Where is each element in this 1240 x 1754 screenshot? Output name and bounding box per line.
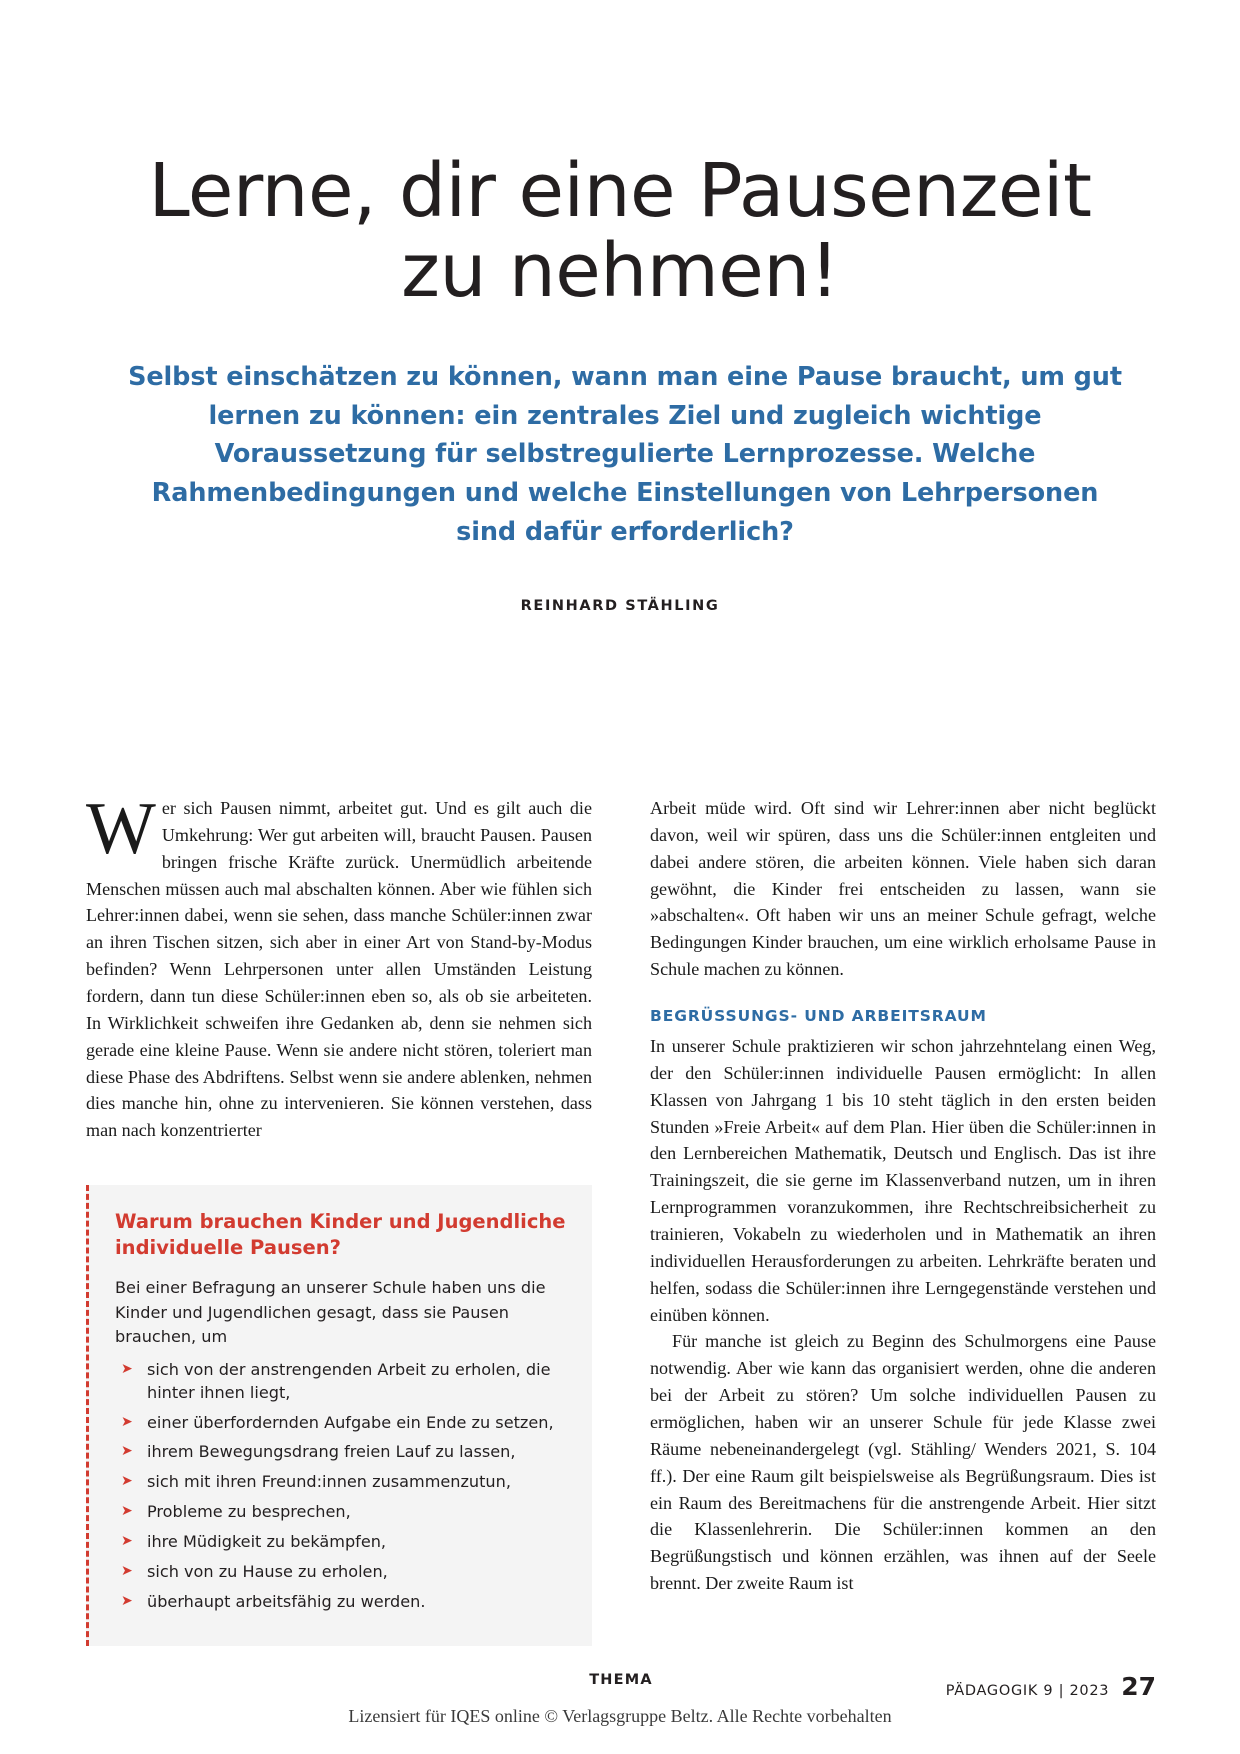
list-item-label: ihre Müdigkeit zu bekämpfen, xyxy=(147,1531,387,1551)
list-item xyxy=(115,1412,566,1435)
arrow-right-icon: ➤ xyxy=(121,1443,133,1460)
footer-right-group xyxy=(946,1672,1156,1701)
list-item-label: einer überfordernden Aufgabe ein Ende zu setzen, xyxy=(147,1412,554,1432)
license-notice: Lizensiert für IQES online © Verlagsgruppe Beltz. Alle Rechte vorbehalten xyxy=(348,1706,892,1726)
callout-heading: Warum brauchen Kinder und Jugendliche individuelle Pausen? xyxy=(115,1210,566,1259)
list-item xyxy=(115,1471,566,1494)
list-item xyxy=(115,1531,566,1554)
page-number: 27 xyxy=(1121,1672,1156,1701)
list-item-label: sich von zu Hause zu erholen, xyxy=(147,1561,388,1581)
list-item-label: ihrem Bewegungsdrang freien Lauf zu lassen, xyxy=(147,1442,516,1462)
arrow-right-icon: ➤ xyxy=(121,1532,133,1549)
article-subtitle: Selbst einschätzen zu können, wann man eine Pause braucht, um gut lernen zu können: ein zentrales Ziel und zugleich wichtige Voraussetzung für selbstregulierte Lernprozesse. Welche Rahmenbedingungen und welche Einstellungen von Lehrpersonen sind dafür erforderlich? xyxy=(128,361,1122,547)
arrow-right-icon: ➤ xyxy=(121,1503,133,1520)
list-item xyxy=(115,1441,566,1464)
list-item xyxy=(115,1591,566,1614)
paragraph-1 xyxy=(86,788,592,1144)
list-item-label: überhaupt arbeitsfähig zu werden. xyxy=(147,1591,426,1611)
list-item xyxy=(115,1561,566,1584)
drop-cap: W xyxy=(86,788,156,870)
column-right xyxy=(650,795,1156,1597)
callout-intro: Bei einer Befragung an unserer Schule haben uns die Kinder und Jugendlichen gesagt, dass sie Pausen brauchen, um xyxy=(115,1278,546,1346)
list-item xyxy=(115,1359,566,1405)
list-item-label: sich mit ihren Freund:innen zusammenzutun, xyxy=(147,1472,511,1492)
paragraph-2: Arbeit müde wird. Oft sind wir Lehrer:innen aber nicht beglückt davon, weil wir spüren, dass uns die Schüler:innen entgleiten und dabei andere stören, die arbeiten können. Viele haben sich daran gewöhnt, die Kinder frei entscheiden zu lassen, wann sie »abschalten«. Oft haben wir uns an meiner Schule gefragt, welche Bedingungen Kinder brauchen, um eine wirklich erholsame Pause in Schule machen zu können. xyxy=(650,798,1156,980)
callout-list xyxy=(115,1359,566,1614)
paragraph-3: In unserer Schule praktizieren wir schon jahrzehntelang einen Weg, der den Schüler:innen individuelle Pausen ermöglicht: In allen Klassen von Jahrgang 1 bis 10 steht täglich in den ersten beiden Stunden »Freie Arbeit« auf dem Plan. Hier üben die Schüler:innen in den Lernbereichen Mathematik, Deutsch und Englisch. Das ist ihre Trainingszeit, die sie gerne im Klassenverband nutzen, um in ihren Lernprogrammen voranzukommen, ihre Rechtschreibsicherheit zu trainieren, Vokabeln zu wiederholen und in Mathematik an ihren individuellen Herausforderungen zu arbeiten. Lehrkräfte beraten und helfen, sodass die Schüler:innen ihre Lerngegenstände verstehen und einüben können. xyxy=(650,1036,1156,1325)
page-footer xyxy=(86,1672,1156,1701)
callout-box xyxy=(86,1185,592,1646)
title-block xyxy=(120,0,1120,614)
footer-issue-label: PÄDAGOGIK 9 | 2023 xyxy=(945,1683,1110,1699)
arrow-right-icon: ➤ xyxy=(121,1473,133,1490)
paragraph-1-text: er sich Pausen nimmt, arbeitet gut. Und es gilt auch die Umkehrung: Wer gut arbeiten will, braucht Pausen. Pausen bringen frische Kräfte zurück. Unermüdlich arbeitende Menschen müssen auch mal abschalten können. Aber wie fühlen sich Lehrer:innen dabei, wenn sie sehen, dass manche Schüler:innen zwar an ihren Tischen sitzen, sich aber in einer Art von Stand-by-Modus befinden? Wenn Lehrpersonen unter allen Umständen Leistung fordern, dann tun diese Schüler:innen eben so, als ob sie arbeiteten. In Wirklichkeit schweifen ihre Gedanken ab, denn sie nehmen sich gerade eine kleine Pause. Wenn sie andere nicht stören, toleriert man diese Phase des Abdriftens. Selbst wenn sie andere ablenken, nehmen dies manche hin, ohne zu intervenieren. Sie können verstehen, dass man nach konzentrierter xyxy=(86,798,592,1141)
footer-section-label: THEMA xyxy=(589,1672,653,1688)
list-item-label: Probleme zu besprechen, xyxy=(147,1502,351,1522)
list-item xyxy=(115,1501,566,1524)
arrow-right-icon: ➤ xyxy=(121,1562,133,1579)
section-heading: BEGRÜSSUNGS- UND ARBEITSRAUM xyxy=(650,1007,987,1026)
arrow-right-icon: ➤ xyxy=(121,1413,133,1430)
paragraph-4: Für manche ist gleich zu Beginn des Schulmorgens eine Pause notwendig. Aber wie kann das organisiert werden, ohne die anderen bei der Arbeit zu stören? Um solche individuellen Pausen zu ermöglichen, haben wir an unserer Schule für jede Klasse zwei Räume nebeneinandergelegt (vgl. Stähling/ Wenders 2021, S. 104 ff.). Der eine Raum gilt beispielsweise als Begrüßungsraum. Dies ist ein Raum des Bereitmachens für die anstrengende Arbeit. Hier sitzt die Klassenlehrerin. Die Schüler:innen kommen an den Begrüßungstisch und können erzählen, was ihnen auf der Seele brennt. Der zweite Raum ist xyxy=(650,1331,1156,1594)
article-author: REINHARD STÄHLING xyxy=(520,597,720,614)
page-title: Lerne, dir eine Pausenzeit zu nehmen! xyxy=(148,148,1092,314)
arrow-right-icon: ➤ xyxy=(121,1360,133,1377)
arrow-right-icon: ➤ xyxy=(121,1592,133,1609)
list-item-label: sich von der anstrengenden Arbeit zu erholen, die hinter ihnen liegt, xyxy=(147,1359,551,1402)
